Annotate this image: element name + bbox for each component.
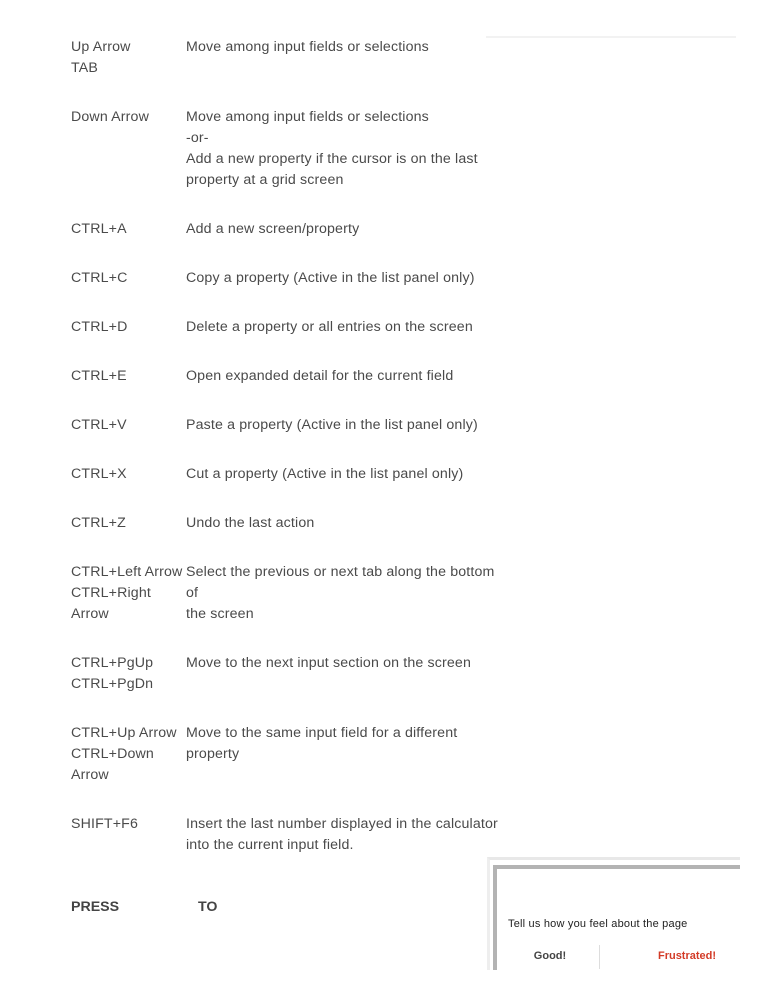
description-line: Select the previous or next tab along the bottom of bbox=[186, 564, 495, 601]
shortcut-keys bbox=[71, 107, 186, 191]
shortcut-keys bbox=[71, 653, 186, 695]
shortcut-row bbox=[71, 107, 511, 191]
shortcut-row bbox=[71, 219, 511, 240]
description-line: Undo the last action bbox=[186, 515, 315, 531]
feedback-divider bbox=[599, 945, 600, 969]
description-line: Insert the last number displayed in the calculator bbox=[186, 816, 498, 832]
key-combo: CTRL+Left Arrow bbox=[71, 564, 183, 580]
shortcut-description bbox=[186, 814, 506, 856]
description-line: Open expanded detail for the current field bbox=[186, 368, 454, 384]
shortcut-keys bbox=[71, 415, 186, 436]
description-line: Cut a property (Active in the list panel only) bbox=[186, 466, 464, 482]
shortcut-row bbox=[71, 366, 511, 387]
key-combo: SHIFT+F6 bbox=[71, 816, 139, 832]
shortcut-row bbox=[71, 464, 511, 485]
key-combo: CTRL+D bbox=[71, 319, 128, 335]
shortcut-description bbox=[186, 723, 506, 786]
description-line: property at a grid screen bbox=[186, 172, 344, 188]
shortcut-table bbox=[71, 37, 511, 856]
good-button[interactable]: Good! bbox=[533, 950, 567, 962]
shortcut-row bbox=[71, 723, 511, 786]
shortcut-keys bbox=[71, 464, 186, 485]
shortcut-description bbox=[186, 268, 506, 289]
description-line: Move among input fields or selections bbox=[186, 39, 429, 55]
shortcut-keys bbox=[71, 366, 186, 387]
shortcut-description bbox=[186, 464, 506, 485]
shortcut-description bbox=[186, 415, 506, 436]
key-combo: Up Arrow bbox=[71, 39, 131, 55]
shortcut-keys bbox=[71, 562, 186, 625]
description-line: -or- bbox=[186, 130, 209, 146]
shortcut-keys bbox=[71, 723, 186, 786]
key-combo: CTRL+A bbox=[71, 221, 127, 237]
shortcut-row bbox=[71, 653, 511, 695]
header-to: TO bbox=[198, 899, 218, 915]
feedback-panel bbox=[493, 865, 740, 970]
key-combo: Arrow bbox=[71, 606, 109, 622]
key-combo: CTRL+PgUp bbox=[71, 655, 154, 671]
shortcut-row bbox=[71, 268, 511, 289]
description-line: Add a new property if the cursor is on the last bbox=[186, 151, 478, 167]
shortcut-description bbox=[186, 653, 506, 695]
frustrated-button[interactable]: Frustrated! bbox=[657, 950, 717, 962]
key-combo: Down Arrow bbox=[71, 109, 149, 125]
shortcut-description bbox=[186, 107, 506, 191]
description-line: Add a new screen/property bbox=[186, 221, 360, 237]
shortcut-keys bbox=[71, 317, 186, 338]
description-line: Copy a property (Active in the list panel only) bbox=[186, 270, 475, 286]
shortcut-description bbox=[186, 562, 506, 625]
top-divider bbox=[486, 36, 736, 38]
shortcut-keys bbox=[71, 814, 186, 856]
key-combo: TAB bbox=[71, 60, 98, 76]
shortcut-row bbox=[71, 415, 511, 436]
header-press: PRESS bbox=[71, 899, 120, 915]
key-combo: CTRL+X bbox=[71, 466, 127, 482]
feedback-widget bbox=[487, 857, 740, 970]
shortcut-keys bbox=[71, 513, 186, 534]
shortcut-keys bbox=[71, 37, 186, 79]
shortcut-row bbox=[71, 37, 511, 79]
shortcut-description bbox=[186, 219, 506, 240]
shortcut-description bbox=[186, 37, 506, 79]
description-line: Move to the next input section on the screen bbox=[186, 655, 472, 671]
key-combo: CTRL+Up Arrow bbox=[71, 725, 177, 741]
shortcut-row bbox=[71, 562, 511, 625]
key-combo: CTRL+E bbox=[71, 368, 127, 384]
feedback-prompt: Tell us how you feel about the page bbox=[508, 918, 688, 930]
key-combo: CTRL+Down bbox=[71, 746, 154, 762]
key-combo: CTRL+PgDn bbox=[71, 676, 154, 692]
shortcut-keys bbox=[71, 219, 186, 240]
description-line: Move to the same input field for a different bbox=[186, 725, 458, 741]
key-combo: Arrow bbox=[71, 767, 109, 783]
shortcut-row bbox=[71, 317, 511, 338]
description-line: the screen bbox=[186, 606, 254, 622]
shortcut-row bbox=[71, 814, 511, 856]
table-header-row bbox=[71, 899, 217, 915]
description-line: into the current input field. bbox=[186, 837, 354, 853]
key-combo: CTRL+V bbox=[71, 417, 127, 433]
shortcut-description bbox=[186, 366, 506, 387]
description-line: Move among input fields or selections bbox=[186, 109, 429, 125]
shortcut-row bbox=[71, 513, 511, 534]
description-line: Paste a property (Active in the list panel only) bbox=[186, 417, 478, 433]
description-line: property bbox=[186, 746, 240, 762]
key-combo: CTRL+C bbox=[71, 270, 128, 286]
key-combo: CTRL+Right bbox=[71, 585, 151, 601]
shortcut-description bbox=[186, 513, 506, 534]
key-combo: CTRL+Z bbox=[71, 515, 126, 531]
shortcut-description bbox=[186, 317, 506, 338]
description-line: Delete a property or all entries on the screen bbox=[186, 319, 473, 335]
shortcut-keys bbox=[71, 268, 186, 289]
